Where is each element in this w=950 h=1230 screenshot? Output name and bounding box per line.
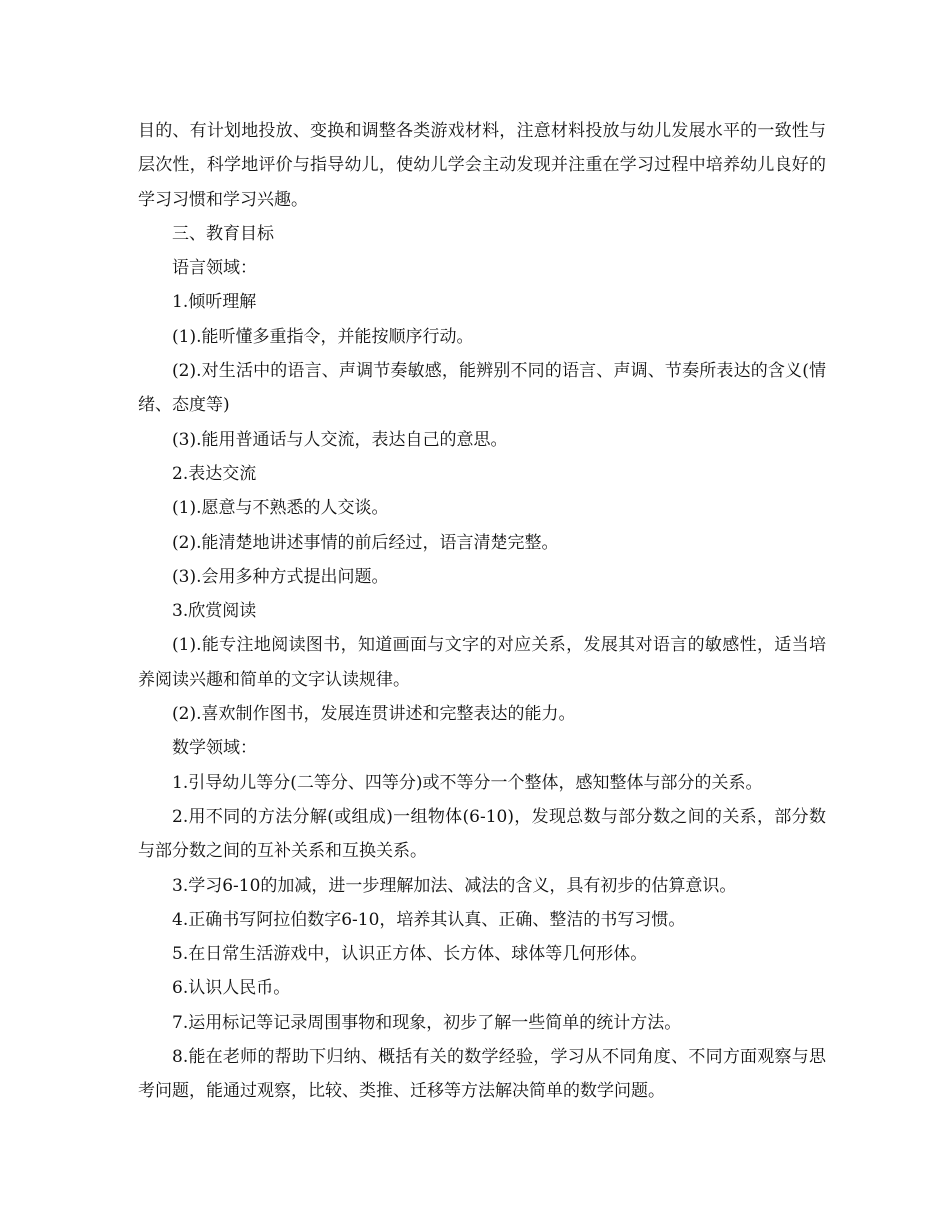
item-expression-1: (1).愿意与不熟悉的人交谈。 bbox=[172, 498, 389, 519]
item-math-6: 6.认识人民币。 bbox=[172, 978, 291, 999]
item-math-2: 2.用不同的方法分解(或组成)一组物体(6-10)，发现总数与部分数之间的关系，部分数与部分数之间的互补关系和互换关系。 bbox=[138, 806, 826, 862]
section-heading-education-goals: 三、教育目标 bbox=[172, 223, 274, 244]
item-math-4: 4.正确书写阿拉伯数字6-10，培养其认真、正确、整洁的书写习惯。 bbox=[172, 909, 686, 930]
item-listening-3: (3).能用普通话与人交流，表达自己的意思。 bbox=[172, 429, 508, 450]
item-reading-2: (2).喜欢制作图书，发展连贯讲述和完整表达的能力。 bbox=[172, 704, 576, 725]
item-expression-communication: 2.表达交流 bbox=[172, 463, 257, 484]
item-math-1: 1.引导幼儿等分(二等分、四等分)或不等分一个整体，感知整体与部分的关系。 bbox=[172, 772, 763, 793]
item-math-8: 8.能在老师的帮助下归纳、概括有关的数学经验，学习从不同角度、不同方面观察与思考问题，能通过观察，比较、类推、迁移等方法解决简单的数学问题。 bbox=[138, 1047, 826, 1102]
item-listening-2: (2).对生活中的语言、声调节奏敏感，能辨别不同的语言、声调、节奏所表达的含义(情绪、态度等) bbox=[138, 361, 826, 416]
item-math-7: 7.运用标记等记录周围事物和现象，初步了解一些简单的统计方法。 bbox=[172, 1012, 682, 1033]
item-expression-2: (2).能清楚地讲述事情的前后经过，语言清楚完整。 bbox=[172, 532, 559, 553]
subheading-math-domain: 数学领域： bbox=[172, 738, 257, 759]
item-reading-1: (1).能专注地阅读图书，知道画面与文字的对应关系，发展其对语言的敏感性，适当培养阅读兴趣和简单的文字认读规律。 bbox=[138, 635, 826, 690]
item-expression-3: (3).会用多种方式提出问题。 bbox=[172, 566, 389, 587]
paragraph-intro-continuation: 目的、有计划地投放、变换和调整各类游戏材料，注意材料投放与幼儿发展水平的一致性与层次性，科学地评价与指导幼儿，使幼儿学会主动发现并注重在学习过程中培养幼儿良好的学习习惯和学习兴趣。 bbox=[138, 121, 826, 210]
item-appreciative-reading: 3.欣赏阅读 bbox=[172, 601, 257, 622]
item-math-3: 3.学习6-10的加减，进一步理解加法、减法的含义，具有初步的估算意识。 bbox=[172, 875, 737, 896]
item-listening-1: (1).能听懂多重指令，并能按顺序行动。 bbox=[172, 326, 474, 347]
item-listening-understanding: 1.倾听理解 bbox=[172, 292, 257, 313]
subheading-language-domain: 语言领域： bbox=[172, 258, 257, 279]
item-math-5: 5.在日常生活游戏中，认识正方体、长方体、球体等几何形体。 bbox=[172, 944, 648, 965]
